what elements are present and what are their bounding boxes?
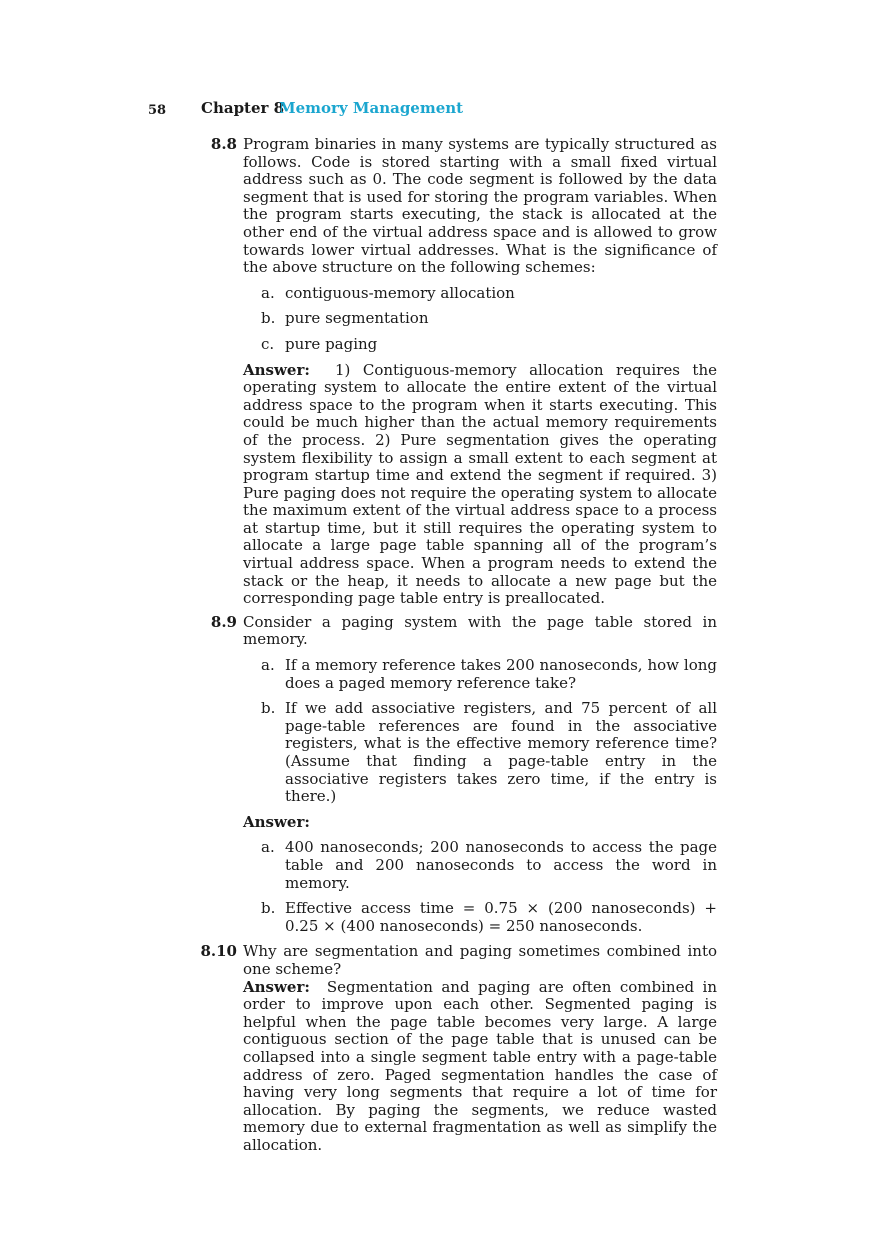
chapter-label: Chapter 8: [201, 99, 285, 117]
item-text: If we add associative registers, and 75 percent of all page-table references are found in the associative registers, what is the effective memory reference time? (Assume that finding a page-table entry in the associative registers takes zero time, if the entry is there.): [285, 699, 717, 806]
list-item: [243, 900, 717, 935]
item-letter: a.: [261, 283, 275, 302]
problem-8-8: [0, 136, 880, 608]
list-item: [243, 285, 717, 303]
problem-number: 8.8: [210, 135, 237, 153]
list-item: [243, 657, 717, 692]
page-number: 58: [148, 103, 167, 118]
chapter-title: Memory Management: [279, 99, 464, 117]
problem-8-9: [0, 614, 880, 936]
running-header: [0, 100, 880, 120]
page-content: [0, 136, 880, 1160]
answer-paragraph: [243, 362, 717, 608]
answer-list: [243, 839, 717, 935]
item-text: Effective access time = 0.75 × (200 nanoseconds) + 0.25 × (400 nanoseconds) = 250 nanoseconds.: [285, 899, 717, 935]
answer-paragraph: [243, 979, 717, 1155]
answer-label: Answer:: [243, 360, 310, 379]
answer-text: Segmentation and paging are often combined in order to improve upon each other. Segmented paging is helpful when the page table becomes very large. A large contiguous section of the page table that is unused can be collapsed into a single segment table entry with a page-table address of zero. Paged segmentation handles the case of having very long segments that require a lot of time for allocation. By paging the segments, we reduce wasted memory due to external fragmentation as well as simplify the allocation.: [243, 977, 717, 1154]
item-letter: c.: [261, 334, 275, 353]
item-text: 400 nanoseconds; 200 nanoseconds to access the page table and 200 nanoseconds to access the word in memory.: [285, 838, 717, 892]
problem-number: 8.9: [210, 612, 237, 631]
item-letter: b.: [261, 899, 276, 918]
item-letter: a.: [261, 838, 275, 857]
list-item: [243, 700, 717, 806]
problem-question: Why are segmentation and paging sometimes combined into one scheme?: [243, 942, 717, 978]
list-item: [243, 310, 717, 328]
item-letter: a.: [261, 656, 275, 675]
problem-body: [243, 943, 717, 1154]
list-item: [243, 336, 717, 354]
item-text: pure paging: [285, 334, 378, 353]
problem-body: [243, 136, 717, 608]
item-text: pure segmentation: [285, 309, 429, 328]
answer-label: Answer:: [243, 977, 310, 996]
problem-question: Consider a paging system with the page table stored in memory.: [243, 612, 717, 649]
answer-label: Answer:: [243, 812, 310, 831]
answer-text: 1) Contiguous-memory allocation requires the operating system to allocate the entire extent of the virtual address space to the program when it starts executing. This could be much higher than the actual memory requirements of the process. 2) Pure segmentation gives the operating system flexibility to assign a small extent to each segment at program startup time and extend the segment if required. 3) Pure paging does not require the operating system to allocate the maximum extent of the virtual address space to a process at startup time, but it still requires the operating system to allocate a large page table spanning all of the program’s virtual address space. When a program needs to extend the stack or the heap, it needs to allocate a new page but the corresponding page table entry is preallocated.: [243, 360, 717, 608]
item-text: If a memory reference takes 200 nanoseconds, how long does a paged memory reference take?: [285, 656, 717, 692]
question-list: [243, 285, 717, 354]
list-item: [243, 839, 717, 892]
problem-body: [243, 614, 717, 936]
item-letter: b.: [261, 309, 276, 328]
problem-number: 8.10: [200, 942, 237, 961]
problem-question: Program binaries in many systems are typically structured as follows. Code is stored starting with a small fixed virtual address such as 0. The code segment is followed by the data segment that is used for storing the program variables. When the program starts executing, the stack is allocated at the other end of the virtual address space and is allowed to grow towards lower virtual addresses. What is the significance of the above structure on the following schemes:: [243, 135, 717, 277]
item-text: contiguous-memory allocation: [285, 283, 515, 302]
item-letter: b.: [261, 699, 276, 718]
problem-8-10: [0, 943, 880, 1154]
question-list: [243, 657, 717, 806]
